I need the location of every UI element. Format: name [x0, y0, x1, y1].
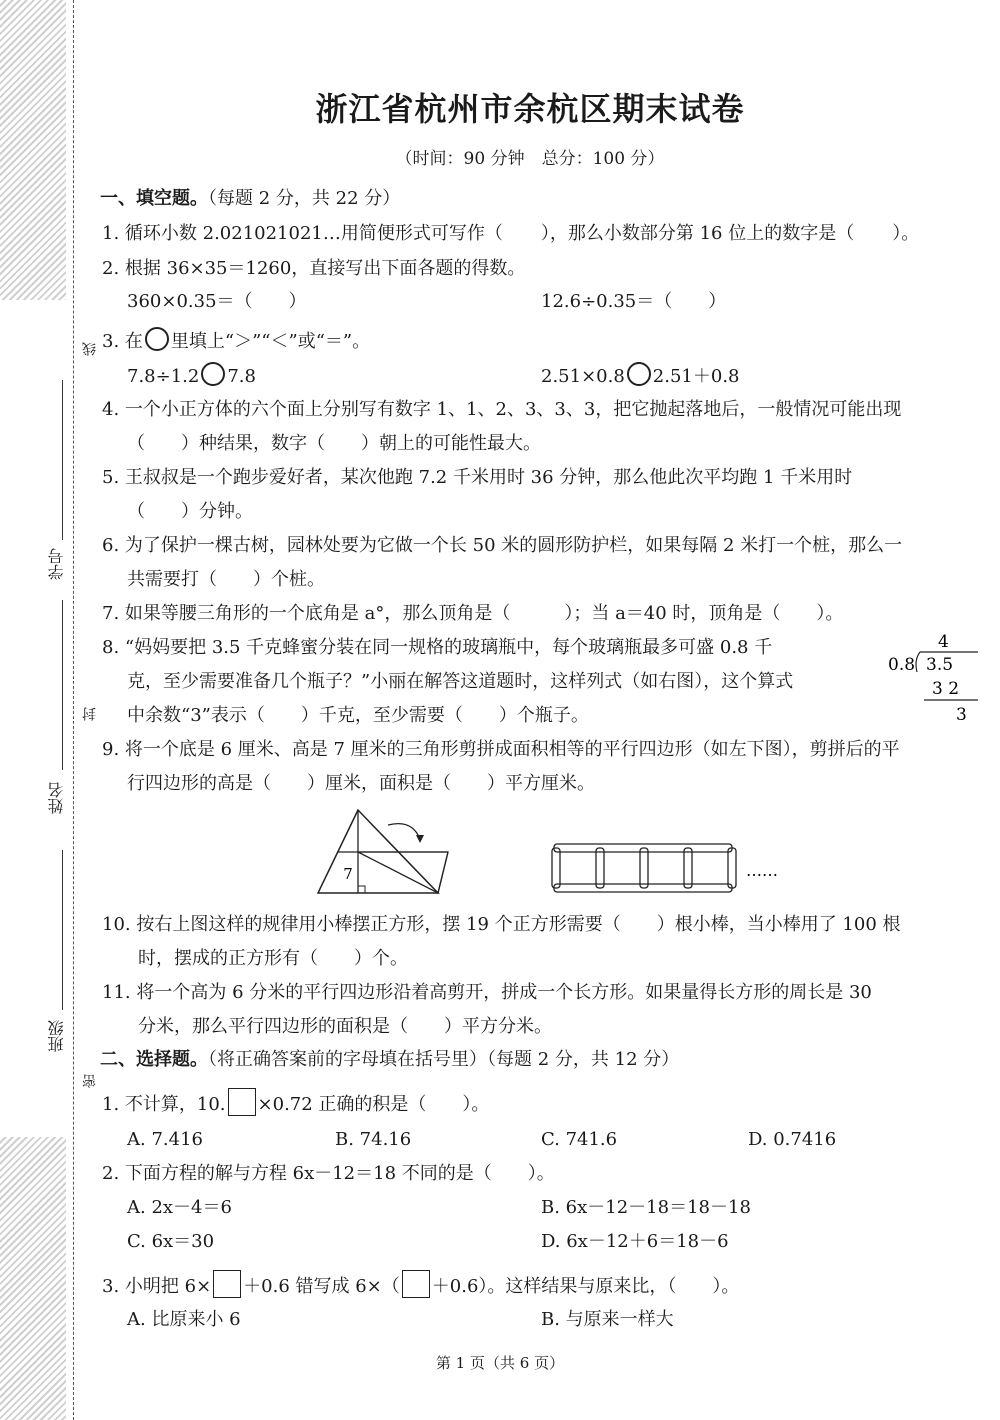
binding-char-feng: 封	[82, 707, 98, 721]
question-1-1: 1. 循环小数 2.021021021…用简便形式可写作（ ），那么小数部分第 16 位上的数字是（ ）。	[102, 223, 920, 244]
question-1-6-line1: 6. 为了保护一棵古树，园林处要为它做一个长 50 米的圆形防护栏，如果每隔 2 米打一个桩，那么一	[102, 535, 903, 556]
question-1-2: 2. 根据 36×35＝1260，直接写出下面各题的得数。	[102, 258, 526, 279]
division-product: 3 2	[932, 679, 960, 699]
field-name-label: 姓名	[47, 782, 66, 814]
section2-heading: 二、选择题。（将正确答案前的字母填在括号里）（每题 2 分，共 12 分）	[100, 1049, 680, 1070]
question-1-9-line1: 9. 将一个底是 6 厘米、高是 7 厘米的三角形剪拼成面积相等的平行四边形（如左下图），剪拼后的平	[102, 739, 900, 760]
field-student-id-line[interactable]	[62, 380, 63, 540]
question-2-2: 2. 下面方程的解与方程 6x－12＝18 不同的是（ ）。	[102, 1163, 555, 1184]
question-1-4-line2: （ ）种结果，数字（ ）朝上的可能性最大。	[127, 433, 541, 454]
question-1-2-left: 360×0.35＝（ ）	[127, 291, 307, 312]
blank-box[interactable]	[213, 1270, 241, 1298]
option-2-2-d[interactable]: D. 6x－12＋6＝18－6	[541, 1231, 729, 1252]
option-2-1-d[interactable]: D. 0.7416	[748, 1129, 837, 1150]
continuation-dots: ……	[746, 861, 778, 880]
binding-char-xian: 线	[82, 342, 98, 356]
division-dividend: 3.5	[926, 655, 954, 675]
question-2-3: 3. 小明把 6× ＋0.6 错写成 6×（ ＋0.6）。这样结果与原来比，（ ）。	[102, 1270, 739, 1299]
question-1-5-line2: （ ）分钟。	[127, 501, 253, 522]
option-2-2-c[interactable]: C. 6x＝30	[127, 1231, 215, 1252]
compare-circle-icon	[145, 327, 169, 351]
question-1-9-line2: 行四边形的高是（ ）厘米，面积是（ ）平方厘米。	[127, 773, 595, 794]
blank-box[interactable]	[402, 1270, 430, 1298]
question-1-3-left: 7.8÷1.2 7.8	[127, 362, 256, 389]
option-2-3-a[interactable]: A. 比原来小 6	[127, 1309, 241, 1330]
binding-line	[73, 0, 74, 1420]
division-divisor: 0.8	[888, 655, 916, 675]
page-footer: 第 1 页（共 6 页）	[435, 1354, 565, 1372]
option-2-2-b[interactable]: B. 6x－12－18＝18－18	[541, 1197, 751, 1218]
option-2-2-a[interactable]: A. 2x－4＝6	[127, 1197, 232, 1218]
option-2-1-b[interactable]: B. 74.16	[335, 1129, 412, 1150]
question-1-8-line2: 克，至少需要准备几个瓶子？”小丽在解答这道题时，这样列式（如右图），这个算式	[127, 671, 794, 692]
question-1-8-line1: 8. “妈妈要把 3.5 千克蜂蜜分装在同一规格的玻璃瓶中，每个玻璃瓶最多可盛 0.8 千	[102, 637, 773, 658]
field-name-line[interactable]	[62, 600, 63, 770]
matchstick-squares-figure	[548, 840, 778, 900]
height-label: 7	[343, 865, 353, 883]
option-2-3-b[interactable]: B. 与原来一样大	[541, 1309, 674, 1330]
binding-char-mi: 密	[82, 1074, 98, 1088]
question-1-3: 3. 在 里填上“＞”“＜”或“＝”。	[102, 327, 370, 354]
option-2-1-c[interactable]: C. 741.6	[541, 1129, 618, 1150]
rotate-arrow-icon	[416, 835, 424, 843]
question-2-1: 1. 不计算，10. ×0.72 正确的积是（ ）。	[102, 1088, 489, 1117]
page-subtitle: （时间：90 分钟 总分：100 分）	[395, 149, 665, 169]
compare-circle-icon[interactable]	[201, 362, 225, 386]
digit-box[interactable]	[228, 1088, 256, 1116]
triangle-cut-figure	[310, 805, 460, 900]
question-1-2-right: 12.6÷0.35＝（ ）	[541, 291, 727, 312]
field-student-id-label: 学号	[47, 548, 66, 580]
question-1-11-line1: 11. 将一个高为 6 分米的平行四边形沿着高剪开，拼成一个长方形。如果量得长方形的周长是 30	[102, 982, 872, 1003]
field-class-line[interactable]	[62, 850, 63, 1010]
division-remainder: 3	[956, 705, 967, 725]
question-1-4-line1: 4. 一个小正方体的六个面上分别写有数字 1、1、2、3、3、3，把它抛起落地后，一般情况可能出现	[102, 399, 902, 420]
option-2-1-a[interactable]: A. 7.416	[127, 1129, 203, 1150]
question-1-10-line2: 时，摆成的正方形有（ ）个。	[138, 948, 408, 969]
question-1-7: 7. 如果等腰三角形的一个底角是 a°，那么顶角是（ ）；当 a＝40 时，顶角是（ ）。	[102, 603, 844, 624]
compare-circle-icon[interactable]	[627, 362, 651, 386]
question-1-8-line3: 中余数“3”表示（ ）千克，至少需要（ ）个瓶子。	[127, 705, 589, 726]
division-quotient: 4	[938, 632, 949, 652]
question-1-11-line2: 分米，那么平行四边形的面积是（ ）平方分米。	[138, 1016, 552, 1037]
section1-heading: 一、填空题。（每题 2 分，共 22 分）	[100, 188, 401, 209]
question-1-6-line2: 共需要打（ ）个桩。	[127, 569, 325, 590]
margin-hatch-bottom	[0, 1137, 66, 1420]
long-division-figure	[880, 628, 985, 728]
question-1-3-right: 2.51×0.8 2.51＋0.8	[541, 362, 740, 389]
question-1-5-line1: 5. 王叔叔是一个跑步爱好者，某次他跑 7.2 千米用时 36 分钟，那么他此次平均跑 1 千米用时	[102, 467, 853, 488]
field-class-label: 班级	[47, 1020, 66, 1052]
page-title: 浙江省杭州市余杭区期末试卷	[315, 90, 745, 128]
question-1-10-line1: 10. 按右上图这样的规律用小棒摆正方形，摆 19 个正方形需要（ ）根小棒，当小棒用了 100 根	[102, 914, 901, 935]
